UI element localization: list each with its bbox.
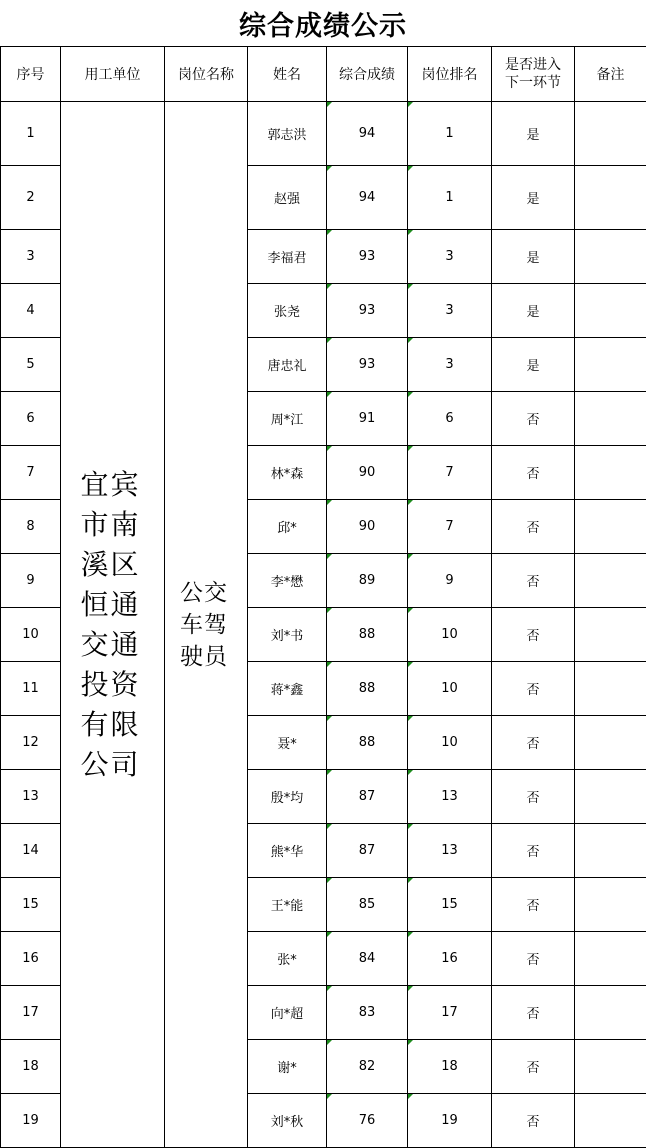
row-note [575, 662, 646, 716]
header-next-stage [492, 47, 575, 102]
row-next-stage: 否 [492, 1094, 575, 1148]
row-next-stage: 否 [492, 716, 575, 770]
row-score: 88 [327, 608, 408, 662]
row-name: 蒋*鑫 [248, 662, 327, 716]
row-score: 90 [327, 446, 408, 500]
row-note [575, 284, 646, 338]
row-no: 18 [1, 1040, 61, 1094]
row-note [575, 166, 646, 230]
row-no: 15 [1, 878, 61, 932]
row-next-stage: 否 [492, 878, 575, 932]
row-score: 93 [327, 284, 408, 338]
row-name: 张* [248, 932, 327, 986]
row-name: 邱* [248, 500, 327, 554]
row-name: 郭志洪 [248, 102, 327, 166]
row-rank: 3 [408, 284, 492, 338]
row-no: 6 [1, 392, 61, 446]
row-no: 3 [1, 230, 61, 284]
row-score: 94 [327, 102, 408, 166]
row-next-stage: 否 [492, 1040, 575, 1094]
row-next-stage: 否 [492, 986, 575, 1040]
row-next-stage: 否 [492, 554, 575, 608]
header-no: 序号 [1, 47, 61, 102]
header-score: 综合成绩 [327, 47, 408, 102]
header-note: 备注 [575, 47, 646, 102]
row-next-stage: 是 [492, 338, 575, 392]
header-name: 姓名 [248, 47, 327, 102]
row-score: 93 [327, 338, 408, 392]
row-score: 94 [327, 166, 408, 230]
row-rank: 9 [408, 554, 492, 608]
row-no: 13 [1, 770, 61, 824]
row-score: 90 [327, 500, 408, 554]
row-rank: 1 [408, 166, 492, 230]
row-note [575, 608, 646, 662]
row-score: 87 [327, 824, 408, 878]
row-rank: 10 [408, 608, 492, 662]
row-score: 88 [327, 716, 408, 770]
row-rank: 15 [408, 878, 492, 932]
row-no: 17 [1, 986, 61, 1040]
row-rank: 13 [408, 770, 492, 824]
row-name: 刘*书 [248, 608, 327, 662]
page-title: 综合成绩公示 [0, 0, 646, 46]
position-name: 公交车驾驶员 [180, 577, 232, 673]
row-next-stage: 否 [492, 500, 575, 554]
row-next-stage: 否 [492, 770, 575, 824]
row-next-stage: 否 [492, 392, 575, 446]
employer-cell [61, 102, 165, 1148]
row-score: 88 [327, 662, 408, 716]
row-note [575, 716, 646, 770]
row-note [575, 554, 646, 608]
row-rank: 1 [408, 102, 492, 166]
row-note [575, 770, 646, 824]
row-note [575, 338, 646, 392]
header-row [1, 47, 646, 102]
row-no: 11 [1, 662, 61, 716]
row-score: 83 [327, 986, 408, 1040]
row-rank: 16 [408, 932, 492, 986]
row-next-stage: 否 [492, 932, 575, 986]
header-position: 岗位名称 [165, 47, 248, 102]
row-no: 2 [1, 166, 61, 230]
row-name: 谢* [248, 1040, 327, 1094]
table-row [1, 102, 646, 166]
row-note [575, 1040, 646, 1094]
row-rank: 18 [408, 1040, 492, 1094]
row-no: 12 [1, 716, 61, 770]
row-rank: 7 [408, 446, 492, 500]
row-name: 聂* [248, 716, 327, 770]
row-note [575, 932, 646, 986]
row-next-stage: 是 [492, 102, 575, 166]
row-note [575, 1094, 646, 1148]
row-rank: 3 [408, 230, 492, 284]
row-name: 周*江 [248, 392, 327, 446]
row-note [575, 986, 646, 1040]
row-no: 1 [1, 102, 61, 166]
row-name: 殷*均 [248, 770, 327, 824]
header-employer: 用工单位 [61, 47, 165, 102]
row-note [575, 500, 646, 554]
row-name: 张尧 [248, 284, 327, 338]
header-rank: 岗位排名 [408, 47, 492, 102]
row-rank: 19 [408, 1094, 492, 1148]
row-rank: 17 [408, 986, 492, 1040]
row-note [575, 878, 646, 932]
row-note [575, 824, 646, 878]
row-no: 16 [1, 932, 61, 986]
row-name: 李*懋 [248, 554, 327, 608]
row-no: 19 [1, 1094, 61, 1148]
row-score: 84 [327, 932, 408, 986]
row-score: 89 [327, 554, 408, 608]
row-next-stage: 否 [492, 446, 575, 500]
row-note [575, 102, 646, 166]
row-no: 14 [1, 824, 61, 878]
row-score: 76 [327, 1094, 408, 1148]
row-next-stage: 否 [492, 824, 575, 878]
row-score: 93 [327, 230, 408, 284]
row-no: 4 [1, 284, 61, 338]
row-score: 87 [327, 770, 408, 824]
row-no: 9 [1, 554, 61, 608]
row-rank: 13 [408, 824, 492, 878]
row-no: 10 [1, 608, 61, 662]
row-no: 8 [1, 500, 61, 554]
position-cell [165, 102, 248, 1148]
row-rank: 3 [408, 338, 492, 392]
row-rank: 10 [408, 662, 492, 716]
row-next-stage: 是 [492, 230, 575, 284]
row-rank: 10 [408, 716, 492, 770]
employer-name: 宜宾市南溪区恒通交通投资有限公司 [81, 465, 145, 785]
row-name: 唐忠礼 [248, 338, 327, 392]
score-table [0, 46, 646, 1148]
row-name: 王*能 [248, 878, 327, 932]
row-name: 林*森 [248, 446, 327, 500]
row-rank: 7 [408, 500, 492, 554]
row-next-stage: 否 [492, 662, 575, 716]
row-next-stage: 是 [492, 166, 575, 230]
row-note [575, 230, 646, 284]
row-score: 82 [327, 1040, 408, 1094]
row-name: 刘*秋 [248, 1094, 327, 1148]
row-no: 7 [1, 446, 61, 500]
row-name: 向*超 [248, 986, 327, 1040]
row-next-stage: 是 [492, 284, 575, 338]
header-next-stage-text: 是否进入下一环节 [500, 56, 566, 92]
row-score: 85 [327, 878, 408, 932]
row-score: 91 [327, 392, 408, 446]
row-note [575, 392, 646, 446]
row-name: 李福君 [248, 230, 327, 284]
row-name: 熊*华 [248, 824, 327, 878]
row-note [575, 446, 646, 500]
row-no: 5 [1, 338, 61, 392]
row-rank: 6 [408, 392, 492, 446]
row-name: 赵强 [248, 166, 327, 230]
row-next-stage: 否 [492, 608, 575, 662]
